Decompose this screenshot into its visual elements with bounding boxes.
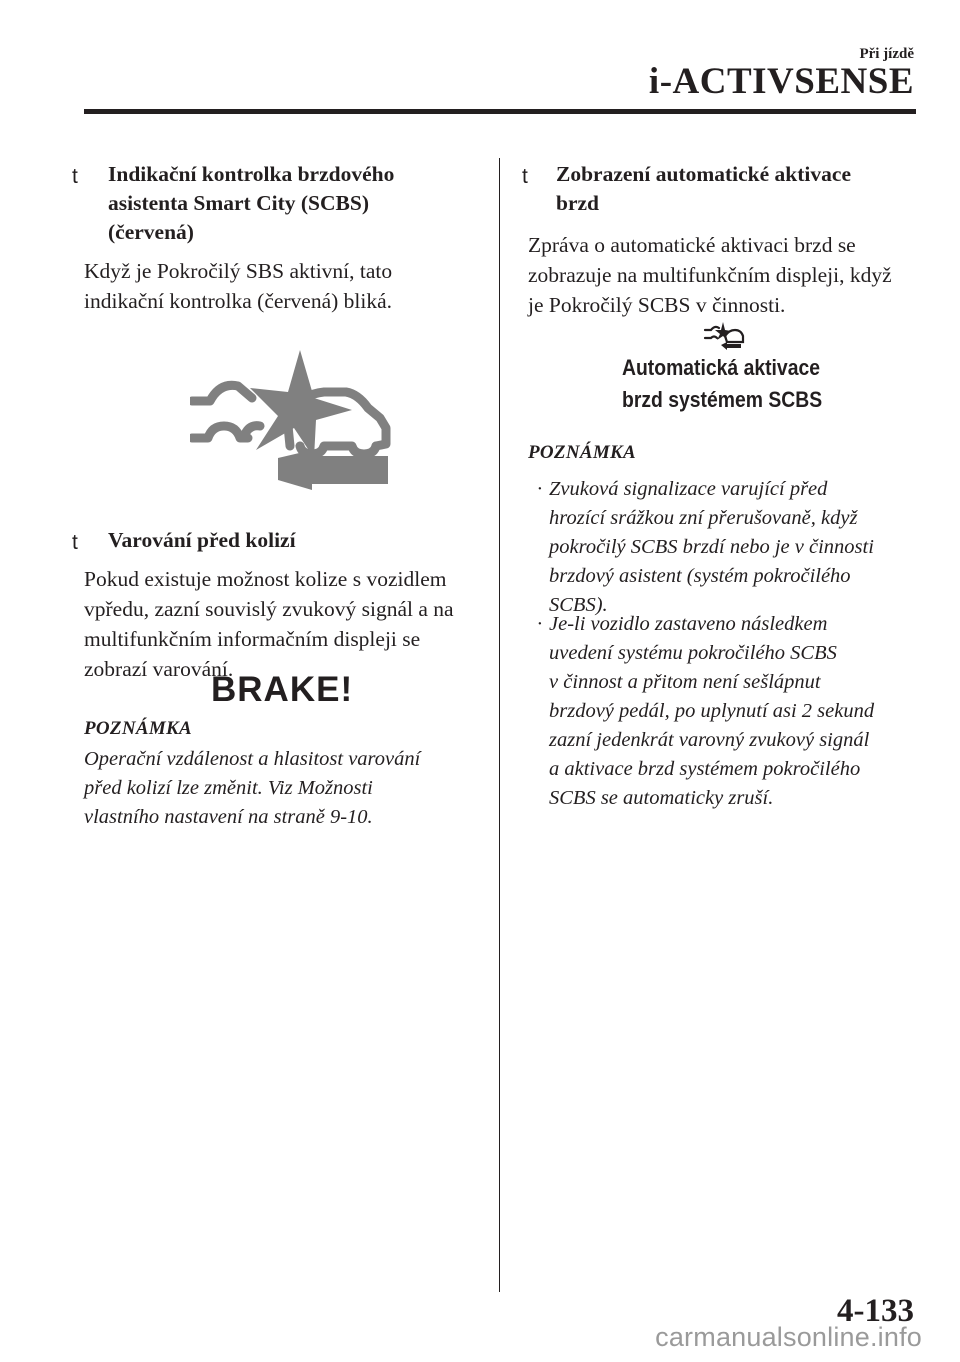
text-line: hrozící srážkou zní přerušovaně, když <box>549 507 858 529</box>
text-line: Když je Pokročilý SBS aktivní, tato <box>84 259 393 283</box>
text-line: zazní jedenkrát varovný zvukový signál <box>549 729 870 751</box>
paragraph-collision <box>84 564 454 684</box>
text-line: vlastního nastavení na straně 9-10. <box>84 806 373 828</box>
item-marker: t <box>522 165 528 188</box>
display-line: Automatická aktivace <box>622 355 820 380</box>
text-line: multifunkčním informačním displeji se <box>84 627 421 651</box>
text-line: Pokud existuje možnost kolize s vozidlem <box>84 567 447 591</box>
item-marker: t <box>72 165 78 188</box>
text-line: indikační kontrolka (červená) bliká. <box>84 289 393 313</box>
text-line: vpředu, zazní souvislý zvukový signál a na <box>84 597 454 621</box>
text-line: a aktivace brzd systémem pokročilého <box>549 758 861 780</box>
brake-display: BRAKE! <box>211 670 354 709</box>
text-line: Je-li vozidlo zastaveno následkem <box>549 613 828 635</box>
heading-line: (červená) <box>108 220 194 244</box>
text-line: SCBS se automaticky zruší. <box>549 787 774 809</box>
auto-brake-display <box>622 352 822 416</box>
section-label: Při jízdě <box>859 46 914 62</box>
text-line: brzdový pedál, po uplynutí asi 2 sekund <box>549 700 875 722</box>
column-divider <box>499 158 500 1292</box>
text-line: zobrazí varování. <box>84 657 234 681</box>
note-text <box>84 745 420 832</box>
text-line: před kolizí lze změnit. Viz Možnosti <box>84 777 373 799</box>
paragraph-indicator <box>84 256 392 316</box>
heading-line: Indikační kontrolka brzdového <box>108 162 395 186</box>
text-line: uvedení systému pokročilého SCBS <box>549 642 837 664</box>
heading-auto-brake <box>556 160 851 218</box>
text-line: Zvuková signalizace varující před <box>549 478 828 500</box>
text-line: SCBS). <box>549 594 608 616</box>
note-bullet <box>537 610 875 813</box>
text-line: zobrazuje na multifunkčním displeji, když <box>528 263 892 287</box>
page-title: i-ACTIVSENSE <box>648 61 914 102</box>
text-line: pokročilý SCBS brzdí nebo je v činnosti <box>549 536 874 558</box>
scbs-warning-icon <box>190 346 400 496</box>
bullet-marker: · <box>537 478 543 500</box>
heading-line: asistenta Smart City (SCBS) <box>108 191 369 215</box>
header-rule <box>84 109 916 114</box>
heading-collision-warning: Varování před kolizí <box>108 528 296 552</box>
text-line: Zpráva o automatické aktivaci brzd se <box>528 233 856 257</box>
page-number: 4-133 <box>837 1293 914 1329</box>
text-line: je Pokročilý SCBS v činnosti. <box>528 293 786 317</box>
display-line: brzd systémem SCBS <box>622 387 823 412</box>
bullet-marker: · <box>537 613 543 635</box>
note-bullet <box>537 475 874 620</box>
text-line: Operační vzdálenost a hlasitost varování <box>84 748 421 770</box>
item-marker: t <box>72 531 78 554</box>
paragraph-auto-brake <box>528 230 892 320</box>
heading-brake-indicator <box>108 160 394 247</box>
text-line: v činnost a přitom není sešlápnut <box>549 671 821 693</box>
text-line: brzdový asistent (systém pokročilého <box>549 565 851 587</box>
heading-line: Zobrazení automatické aktivace <box>556 162 851 186</box>
scbs-small-icon <box>703 320 747 350</box>
note-label: POZNÁMKA <box>84 718 192 739</box>
note-label: POZNÁMKA <box>528 442 636 463</box>
watermark: carmanualsonline.info <box>655 1322 922 1352</box>
heading-line: brzd <box>556 191 599 215</box>
